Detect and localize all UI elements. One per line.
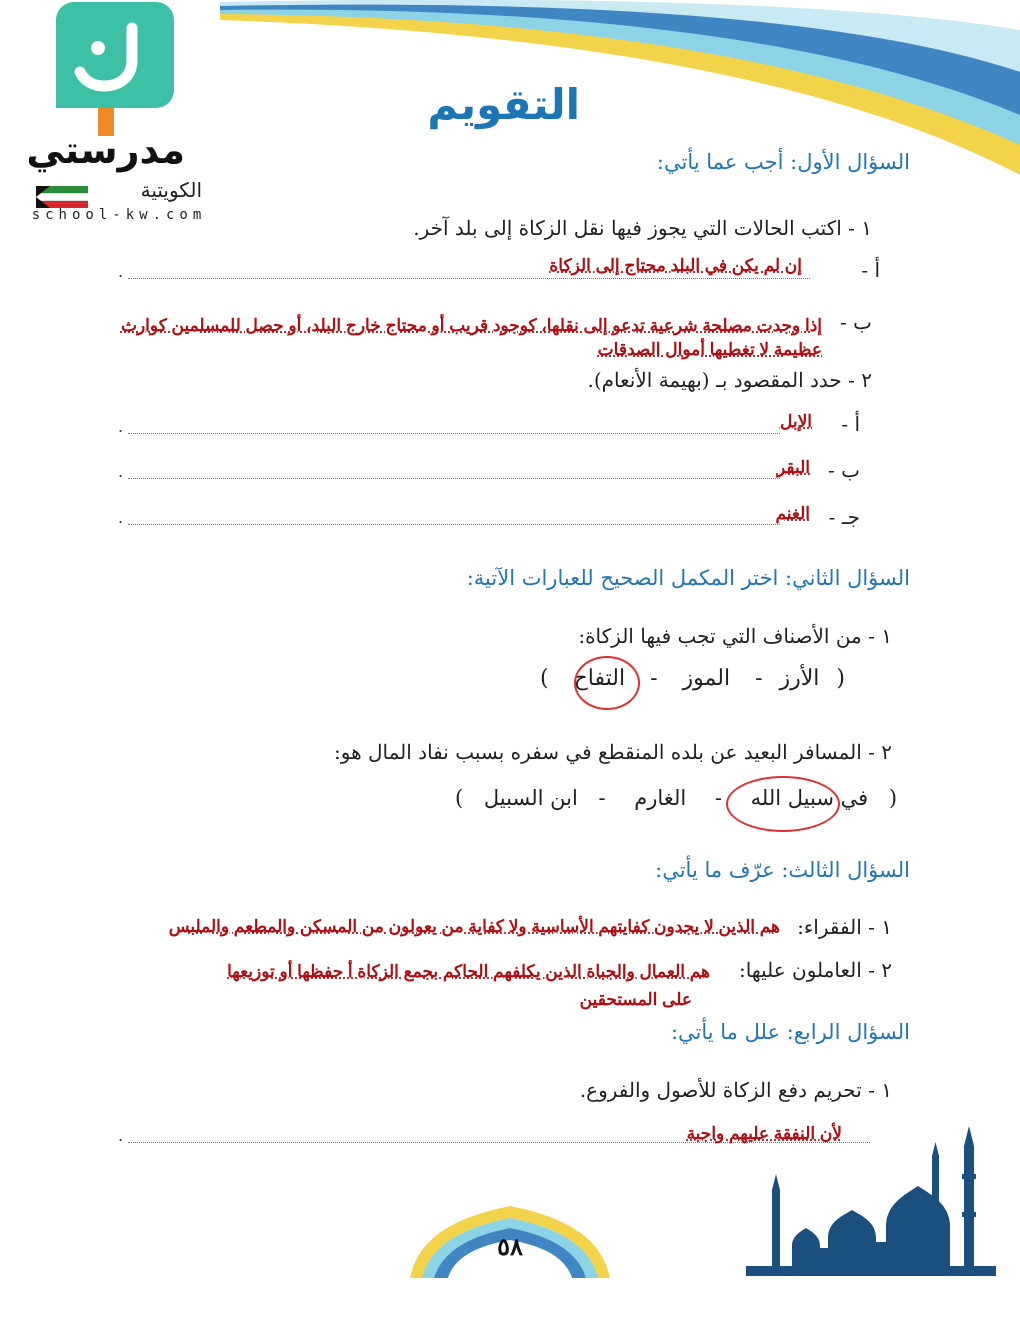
brand-subtitle: الكويتية xyxy=(140,178,202,202)
end-dot: . xyxy=(118,1126,124,1145)
q1-item1-a-answer: إن لم يكن في البلد محتاج إلى الزكاة xyxy=(549,256,802,275)
q3-heading: السؤال الثالث: عرّف ما يأتي: xyxy=(655,858,910,882)
option: الغارم xyxy=(634,786,687,810)
q3-item2-answer-line2: على المستحقين xyxy=(579,990,692,1009)
brand-name: مدرستي xyxy=(26,128,185,172)
end-dot: . xyxy=(118,462,124,481)
q4-heading: السؤال الرابع: علل ما يأتي: xyxy=(670,1020,910,1044)
q1-item1-text: ١ - اكتب الحالات التي يجوز فيها نقل الزكاة إلى بلد آخر. xyxy=(413,216,872,240)
answer-line xyxy=(128,524,780,525)
q4-item1-text: ١ - تحريم دفع الزكاة للأصول والفروع. xyxy=(579,1078,892,1102)
mosque-icon xyxy=(736,1116,1006,1276)
selected-answer-circle xyxy=(726,776,840,832)
q2-heading: السؤال الثاني: اختر المكمل الصحيح للعبارات الآتية: xyxy=(466,566,910,590)
answer-line xyxy=(128,433,780,434)
option: في سبيل الله xyxy=(750,786,869,810)
q1-item2-b-label: ب - xyxy=(828,458,860,482)
q1-item2-c-answer: الغنم xyxy=(775,504,810,523)
q3-item1-answer: هم الذين لا يجدون كفايتهم الأساسية ولا كفاية من يعولون من المسكن والمطعم والملبس xyxy=(168,917,780,936)
answer-line xyxy=(128,278,810,279)
smile-icon xyxy=(62,10,168,102)
q2-item2-text: ٢ - المسافر البعيد عن بلده المنقطع في سفره بسبب نفاد المال هو: xyxy=(334,740,892,764)
selected-answer-circle xyxy=(574,656,640,710)
paren-close: ) xyxy=(888,786,898,810)
paren-open: ( xyxy=(455,786,464,810)
q1-item2-text: ٢ - حدد المقصود بـ (بهيمة الأنعام). xyxy=(587,368,872,392)
q3-item2-label: ٢ - العاملون عليها: xyxy=(739,958,892,982)
q1-item2-c-label: جـ - xyxy=(828,505,860,529)
option: الموز xyxy=(682,666,731,691)
page-number: ٥٨ xyxy=(497,1232,523,1261)
q3-item2-answer-line1: هم العمال والجباة الذين يكلفهم الحاكم بجمع الزكاة أ حفظها أو توزيعها xyxy=(227,962,710,981)
kuwait-flag-icon xyxy=(36,186,88,208)
paren-open: ( xyxy=(540,666,549,691)
end-dot: . xyxy=(118,262,124,281)
q1-item1-b-label: ب - xyxy=(840,310,872,334)
option: ابن السبيل xyxy=(483,786,578,810)
q1-item1-a-label: أ - xyxy=(861,258,880,282)
q1-item2-a-label: أ - xyxy=(841,412,860,436)
answer-line xyxy=(128,478,780,479)
q4-item1-answer: لأن النفقة عليهم واجبة xyxy=(686,1124,842,1143)
page-title: التقويم xyxy=(427,80,580,129)
q2-item1-options: ( الأرز - الموز - التفاح ) xyxy=(540,666,846,691)
brand-site: school-kw.com xyxy=(31,207,207,223)
end-dot: . xyxy=(118,417,124,436)
q1-item2-a-answer: الإبل xyxy=(779,412,812,431)
q1-item1-b-answer: إذا وجدت مصلحة شرعية تدعو إلى نقلها، كوجود قريب أو محتاج خارج البلد، أو حصل للمسلمين كوارث عظيمة لا تغطيها أموال الصدقات xyxy=(120,316,822,359)
option: الأرز xyxy=(779,666,820,691)
q2-item1-text: ١ - من الأصناف التي تجب فيها الزكاة: xyxy=(578,624,892,648)
paren-close: ) xyxy=(836,666,846,691)
end-dot: . xyxy=(118,508,124,527)
q1-heading: السؤال الأول: أجب عما يأتي: xyxy=(656,150,910,174)
option: التفاح xyxy=(573,666,626,691)
q2-item2-options: ( في سبيل الله - الغارم - ابن السبيل ) xyxy=(455,786,898,810)
q3-item1-label: ١ - الفقراء: xyxy=(797,915,892,939)
q1-item2-b-answer: البقر xyxy=(776,458,810,477)
